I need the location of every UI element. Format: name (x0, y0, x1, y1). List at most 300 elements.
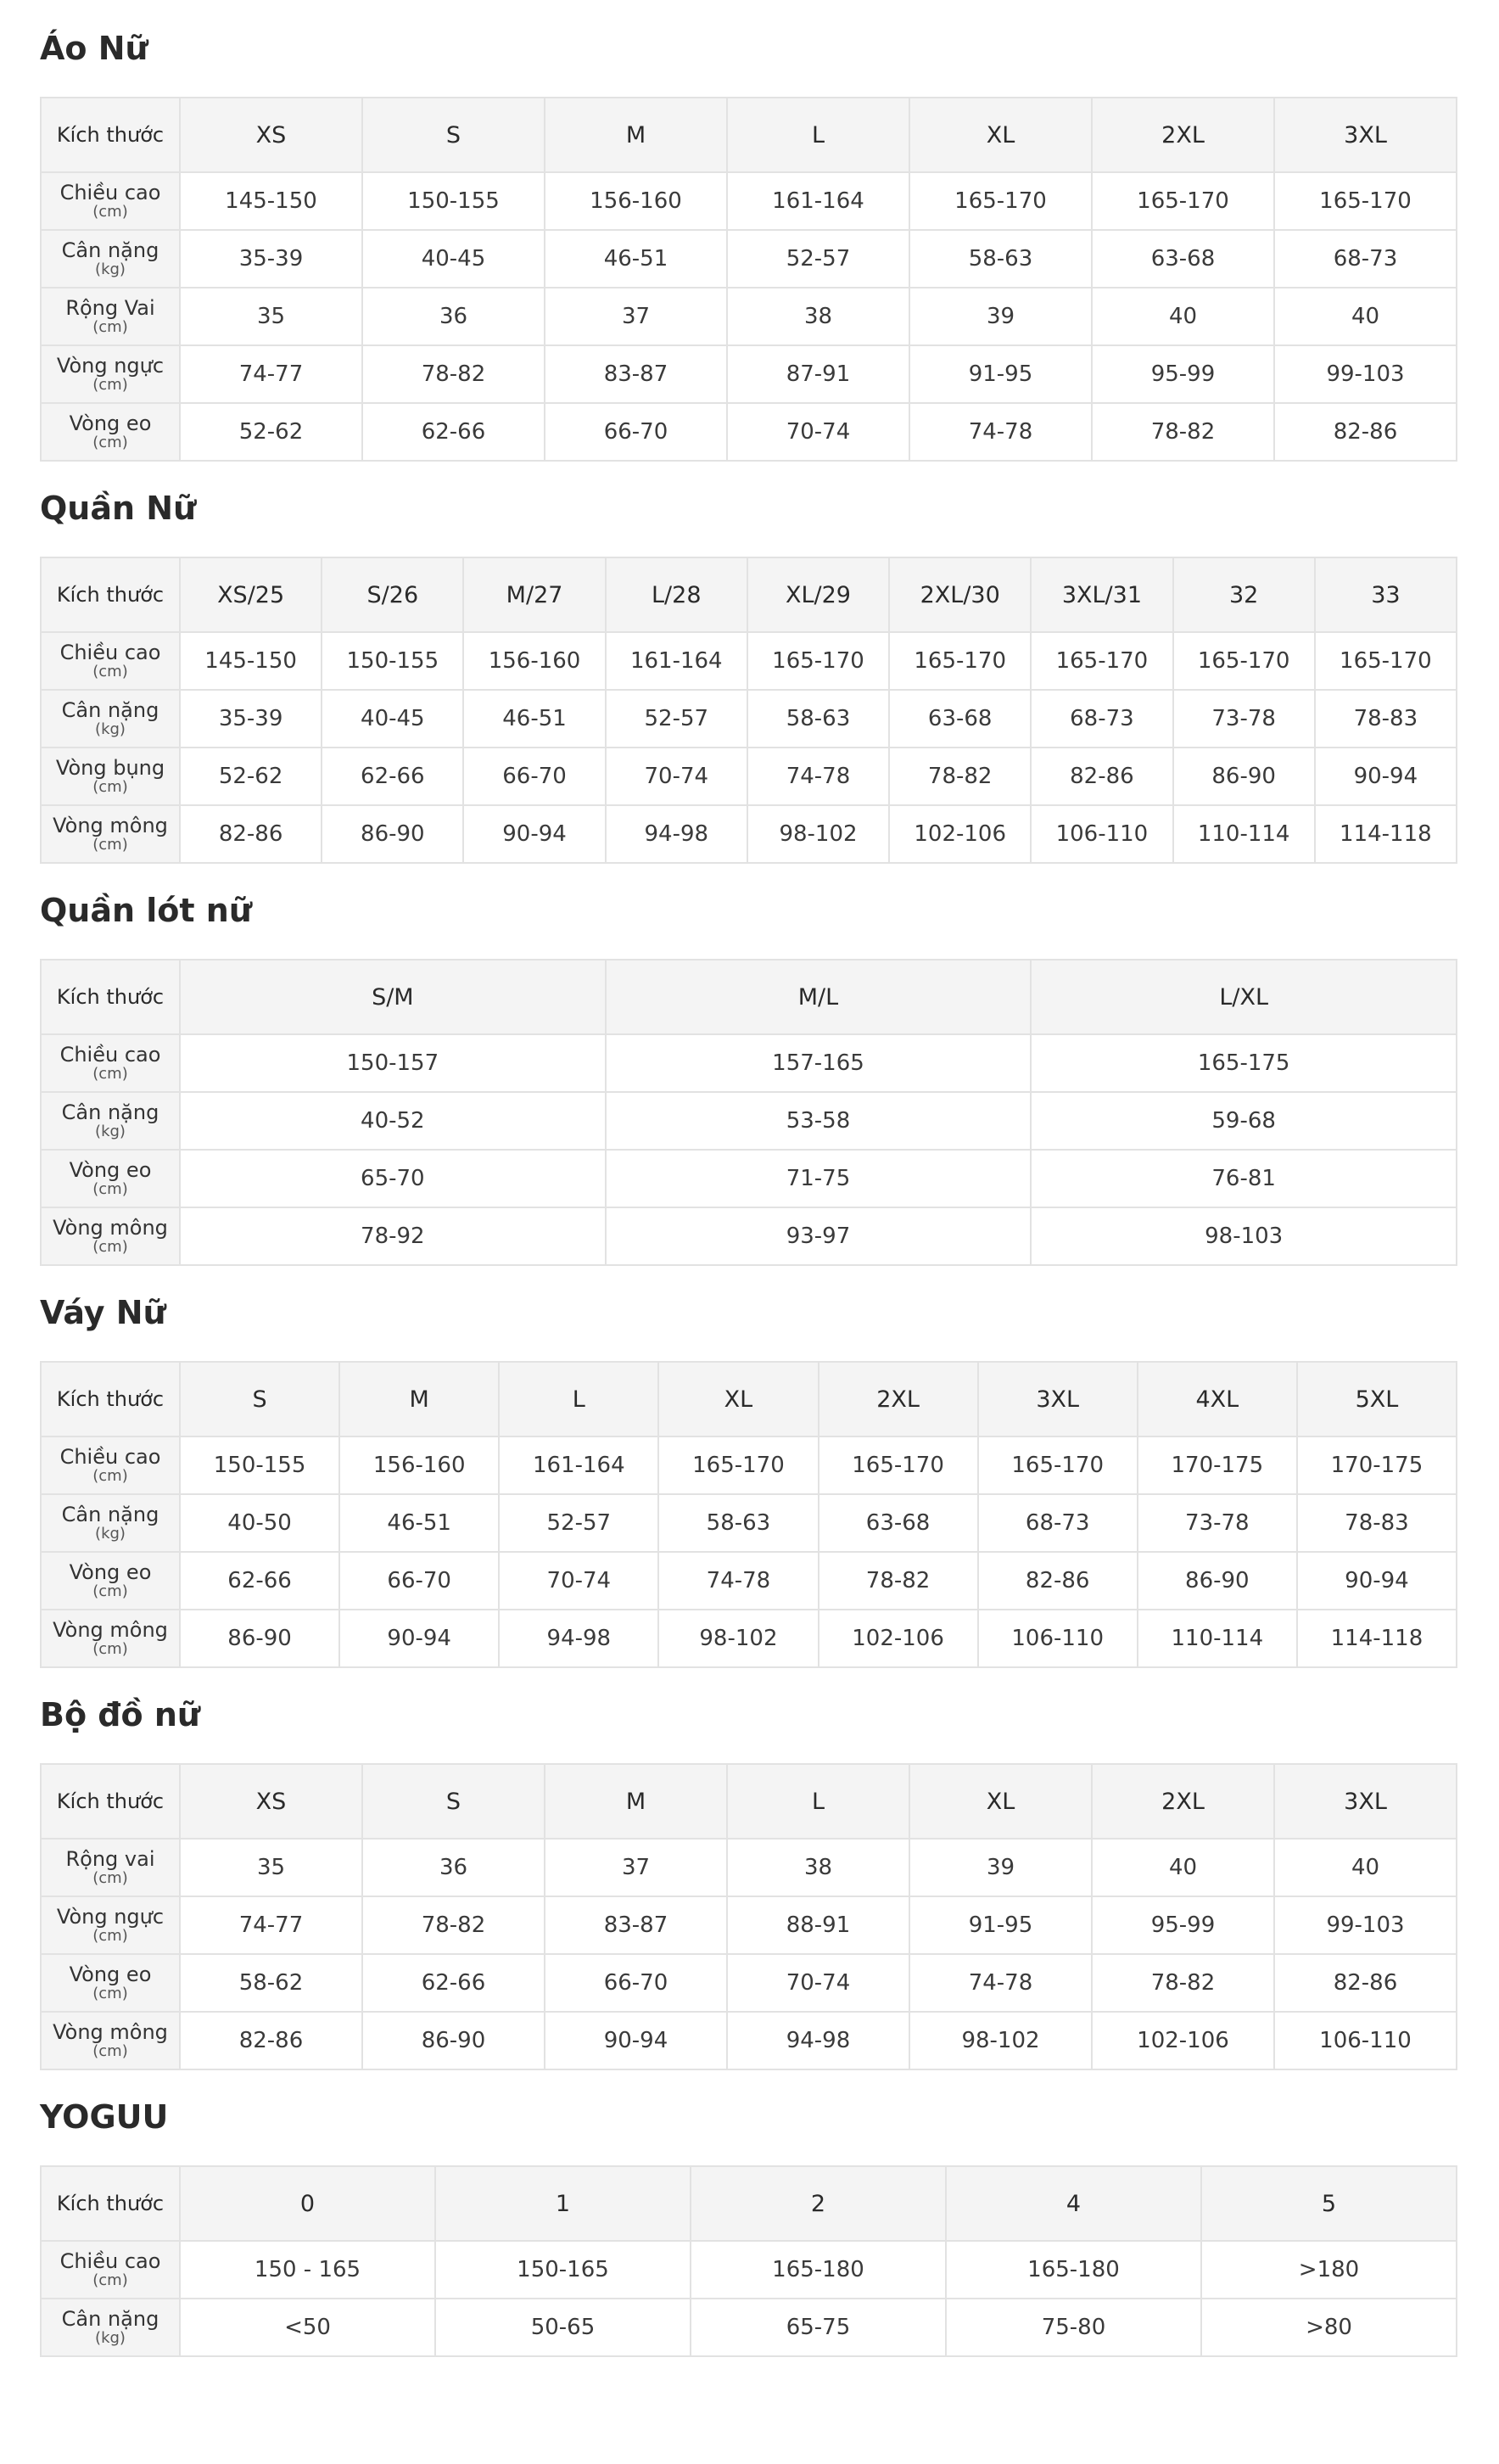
row-label (41, 1207, 180, 1265)
size-table-ao-nu (40, 97, 1457, 462)
table-cell: 86-90 (322, 805, 463, 863)
size-header: XS (180, 98, 362, 172)
row-label-unit: (kg) (95, 720, 126, 738)
table-cell: 35-39 (180, 230, 362, 288)
row-label-unit: (cm) (92, 836, 128, 854)
row-label (41, 403, 180, 461)
size-header: 4 (946, 2166, 1201, 2241)
table-cell: 40 (1274, 1839, 1457, 1896)
table-row (41, 1954, 1457, 2012)
size-header: XL (909, 98, 1092, 172)
table-cell: 50-65 (435, 2299, 691, 2356)
table-cell: 70-74 (727, 1954, 909, 2012)
row-label (41, 1436, 180, 1494)
row-label-unit: (cm) (92, 778, 128, 796)
table-cell: 165-170 (1092, 172, 1274, 230)
header-label: Kích thước (41, 557, 180, 632)
table-row (41, 1150, 1457, 1207)
section-title: Quần Nữ (40, 490, 197, 527)
table-cell: 165-170 (1173, 632, 1315, 690)
table-cell: 73-78 (1138, 1494, 1297, 1552)
section-yoguu (40, 2070, 1459, 2357)
row-label-text: Cân nặng (61, 238, 159, 262)
table-cell: 74-78 (909, 403, 1092, 461)
table-cell: 78-82 (362, 1896, 545, 1954)
header-label: Kích thước (41, 98, 180, 172)
row-label (41, 172, 180, 230)
table-row (41, 632, 1457, 690)
table-cell: 86-90 (1173, 748, 1315, 805)
row-label-unit: (cm) (92, 1640, 128, 1658)
table-header-row (41, 1764, 1457, 1839)
table-cell: 37 (545, 1839, 727, 1896)
size-table-bo-do-nu (40, 1763, 1457, 2070)
table-cell: 40-45 (322, 690, 463, 748)
table-cell: 91-95 (909, 345, 1092, 403)
table-cell: 91-95 (909, 1896, 1092, 1954)
row-label-unit: (cm) (92, 1927, 128, 1945)
size-header: 2XL (1092, 98, 1274, 172)
size-header: L (499, 1362, 658, 1436)
table-cell: 52-57 (727, 230, 909, 288)
table-cell: 170-175 (1297, 1436, 1457, 1494)
table-row (41, 1034, 1457, 1092)
table-cell: 150-155 (322, 632, 463, 690)
table-row (41, 1839, 1457, 1896)
table-cell: 74-78 (747, 748, 889, 805)
row-label (41, 805, 180, 863)
table-cell: 70-74 (499, 1552, 658, 1610)
table-cell: 165-175 (1031, 1034, 1457, 1092)
table-cell: 157-165 (606, 1034, 1032, 1092)
table-cell: 40 (1092, 288, 1274, 345)
section-title: Áo Nữ (40, 30, 148, 67)
row-label-unit: (cm) (92, 1180, 128, 1198)
size-header: L (727, 98, 909, 172)
size-header: 3XL (1274, 98, 1457, 172)
table-cell: 65-70 (180, 1150, 606, 1207)
table-cell: 170-175 (1138, 1436, 1297, 1494)
row-label (41, 230, 180, 288)
table-cell: 165-170 (658, 1436, 818, 1494)
table-row (41, 2012, 1457, 2069)
row-label-unit: (cm) (92, 2042, 128, 2060)
table-cell: 35-39 (180, 690, 322, 748)
table-cell: 78-82 (819, 1552, 978, 1610)
table-cell: 165-180 (946, 2241, 1201, 2299)
row-label-unit: (cm) (92, 1985, 128, 2002)
table-cell: 165-170 (819, 1436, 978, 1494)
table-cell: 63-68 (1092, 230, 1274, 288)
table-cell: 95-99 (1092, 1896, 1274, 1954)
table-row (41, 288, 1457, 345)
row-label (41, 1092, 180, 1150)
size-table-quan-nu (40, 557, 1457, 864)
table-cell: 37 (545, 288, 727, 345)
row-label (41, 1494, 180, 1552)
table-row (41, 1896, 1457, 1954)
row-label-text: Cân nặng (61, 2307, 159, 2331)
table-cell: 40 (1092, 1839, 1274, 1896)
table-cell: 62-66 (362, 1954, 545, 2012)
table-row (41, 345, 1457, 403)
table-header-row (41, 557, 1457, 632)
table-cell: 66-70 (545, 1954, 727, 2012)
size-header: S/M (180, 960, 606, 1034)
row-label-text: Vòng eo (69, 1963, 152, 1986)
table-cell: 161-164 (499, 1436, 658, 1494)
table-cell: 90-94 (545, 2012, 727, 2069)
section-title: Váy Nữ (40, 1294, 166, 1331)
table-cell: 82-86 (1274, 403, 1457, 461)
table-cell: 150-165 (435, 2241, 691, 2299)
table-cell: 150-157 (180, 1034, 606, 1092)
table-row (41, 690, 1457, 748)
size-header: L/XL (1031, 960, 1457, 1034)
table-cell: 53-58 (606, 1092, 1032, 1150)
table-row (41, 1436, 1457, 1494)
table-cell: 75-80 (946, 2299, 1201, 2356)
table-row (41, 230, 1457, 288)
table-cell: 90-94 (339, 1610, 499, 1667)
table-cell: 62-66 (180, 1552, 339, 1610)
table-cell: 38 (727, 1839, 909, 1896)
size-header: 1 (435, 2166, 691, 2241)
table-row (41, 1207, 1457, 1265)
table-cell: 40-45 (362, 230, 545, 288)
row-label-text: Vòng mông (53, 814, 168, 837)
table-cell: 114-118 (1297, 1610, 1457, 1667)
table-cell: 35 (180, 1839, 362, 1896)
row-label-text: Vòng ngực (56, 354, 165, 378)
table-header-row (41, 960, 1457, 1034)
table-cell: 78-82 (362, 345, 545, 403)
table-cell: 40-52 (180, 1092, 606, 1150)
table-cell: 38 (727, 288, 909, 345)
table-cell: 102-106 (889, 805, 1031, 863)
table-cell: 90-94 (1297, 1552, 1457, 1610)
size-header: XL/29 (747, 557, 889, 632)
header-label: Kích thước (41, 1362, 180, 1436)
size-header: 3XL/31 (1031, 557, 1172, 632)
table-cell: 74-78 (658, 1552, 818, 1610)
size-header: 2XL/30 (889, 557, 1031, 632)
table-cell: 95-99 (1092, 345, 1274, 403)
table-cell: 99-103 (1274, 345, 1457, 403)
table-cell: 98-103 (1031, 1207, 1457, 1265)
row-label-text: Vòng eo (69, 412, 152, 435)
table-row (41, 748, 1457, 805)
table-cell: 110-114 (1138, 1610, 1297, 1667)
section-title: Quần lót nữ (40, 892, 252, 929)
table-cell: 82-86 (978, 1552, 1138, 1610)
row-label-unit: (cm) (92, 1869, 128, 1887)
row-label-text: Cân nặng (61, 698, 159, 722)
table-cell: 102-106 (819, 1610, 978, 1667)
row-label-unit: (cm) (92, 318, 128, 336)
table-cell: <50 (180, 2299, 435, 2356)
size-header: S/26 (322, 557, 463, 632)
row-label-unit: (kg) (95, 1123, 126, 1140)
size-table-quan-lot-nu (40, 959, 1457, 1266)
table-cell: 165-170 (747, 632, 889, 690)
section-bo-do-nu (40, 1668, 1459, 2070)
table-cell: 165-170 (1315, 632, 1457, 690)
size-header: XS (180, 1764, 362, 1839)
size-header: 2 (691, 2166, 946, 2241)
table-cell: 40 (1274, 288, 1457, 345)
size-header: M/L (606, 960, 1032, 1034)
table-cell: 46-51 (545, 230, 727, 288)
table-cell: 94-98 (606, 805, 747, 863)
table-cell: 71-75 (606, 1150, 1032, 1207)
row-label (41, 1552, 180, 1610)
table-cell: 39 (909, 1839, 1092, 1896)
row-label (41, 1954, 180, 2012)
table-cell: 46-51 (463, 690, 605, 748)
row-label-unit: (cm) (92, 1238, 128, 1256)
table-cell: 145-150 (180, 632, 322, 690)
table-cell: 82-86 (1274, 1954, 1457, 2012)
table-row (41, 1092, 1457, 1150)
table-cell: 82-86 (1031, 748, 1172, 805)
table-cell: 59-68 (1031, 1092, 1457, 1150)
table-cell: 106-110 (978, 1610, 1138, 1667)
row-label (41, 1896, 180, 1954)
row-label-text: Vòng mông (53, 1216, 168, 1240)
table-cell: 70-74 (606, 748, 747, 805)
size-header: 4XL (1138, 1362, 1297, 1436)
table-row (41, 2299, 1457, 2356)
size-header: S (362, 98, 545, 172)
row-label (41, 288, 180, 345)
row-label (41, 345, 180, 403)
row-label-text: Chiều cao (59, 641, 161, 664)
size-header: L/28 (606, 557, 747, 632)
size-header: 5 (1201, 2166, 1457, 2241)
table-cell: 39 (909, 288, 1092, 345)
row-label-text: Vòng bụng (55, 756, 165, 780)
size-header: S (180, 1362, 339, 1436)
size-header: XL (909, 1764, 1092, 1839)
table-cell: 150-155 (180, 1436, 339, 1494)
table-cell: 86-90 (1138, 1552, 1297, 1610)
table-cell: 156-160 (463, 632, 605, 690)
table-cell: 52-62 (180, 403, 362, 461)
table-cell: 52-57 (606, 690, 747, 748)
row-label-text: Vòng mông (53, 1618, 168, 1642)
row-label-text: Rộng Vai (65, 296, 155, 320)
table-cell: 82-86 (180, 805, 322, 863)
section-quan-lot-nu (40, 864, 1459, 1266)
row-label-text: Vòng mông (53, 2020, 168, 2044)
size-header: 3XL (978, 1362, 1138, 1436)
table-header-row (41, 1362, 1457, 1436)
table-cell: 106-110 (1031, 805, 1172, 863)
table-cell: 165-170 (978, 1436, 1138, 1494)
table-cell: 68-73 (1031, 690, 1172, 748)
table-cell: 165-170 (1274, 172, 1457, 230)
row-label-unit: (cm) (92, 2271, 128, 2289)
table-cell: 58-63 (747, 690, 889, 748)
row-label-unit: (kg) (95, 260, 126, 278)
table-cell: 78-92 (180, 1207, 606, 1265)
table-cell: 73-78 (1173, 690, 1315, 748)
table-cell: 98-102 (747, 805, 889, 863)
row-label (41, 2299, 180, 2356)
table-cell: 161-164 (606, 632, 747, 690)
row-label (41, 2012, 180, 2069)
table-cell: 78-82 (889, 748, 1031, 805)
table-cell: 98-102 (658, 1610, 818, 1667)
size-table-vay-nu (40, 1361, 1457, 1668)
table-row (41, 805, 1457, 863)
table-cell: 90-94 (463, 805, 605, 863)
size-header: M (339, 1362, 499, 1436)
table-cell: 86-90 (180, 1610, 339, 1667)
table-cell: 88-91 (727, 1896, 909, 1954)
row-label-unit: (cm) (92, 203, 128, 221)
size-header: XL (658, 1362, 818, 1436)
table-cell: 63-68 (819, 1494, 978, 1552)
table-cell: 93-97 (606, 1207, 1032, 1265)
size-header: 32 (1173, 557, 1315, 632)
row-label (41, 690, 180, 748)
table-cell: 83-87 (545, 345, 727, 403)
table-cell: 90-94 (1315, 748, 1457, 805)
table-cell: >180 (1201, 2241, 1457, 2299)
table-cell: 99-103 (1274, 1896, 1457, 1954)
table-cell: 78-82 (1092, 403, 1274, 461)
table-cell: 66-70 (545, 403, 727, 461)
table-cell: 63-68 (889, 690, 1031, 748)
size-header: 5XL (1297, 1362, 1457, 1436)
size-header: 2XL (819, 1362, 978, 1436)
row-label (41, 1150, 180, 1207)
row-label (41, 1839, 180, 1896)
row-label-unit: (cm) (92, 1582, 128, 1600)
table-row (41, 403, 1457, 461)
row-label (41, 748, 180, 805)
row-label-text: Vòng eo (69, 1560, 152, 1584)
size-header: 3XL (1274, 1764, 1457, 1839)
row-label-text: Chiều cao (59, 1445, 161, 1469)
table-cell: 94-98 (499, 1610, 658, 1667)
table-header-row (41, 98, 1457, 172)
size-table-yoguu (40, 2165, 1457, 2357)
row-label-unit: (kg) (95, 1525, 126, 1543)
row-label (41, 632, 180, 690)
table-cell: 35 (180, 288, 362, 345)
header-label: Kích thước (41, 1764, 180, 1839)
size-header: L (727, 1764, 909, 1839)
size-header: 2XL (1092, 1764, 1274, 1839)
row-label (41, 2241, 180, 2299)
table-cell: 78-83 (1297, 1494, 1457, 1552)
size-header: S (362, 1764, 545, 1839)
table-cell: 83-87 (545, 1896, 727, 1954)
table-cell: 62-66 (322, 748, 463, 805)
table-cell: 98-102 (909, 2012, 1092, 2069)
table-cell: 78-82 (1092, 1954, 1274, 2012)
table-cell: 87-91 (727, 345, 909, 403)
row-label (41, 1610, 180, 1667)
table-cell: 102-106 (1092, 2012, 1274, 2069)
table-cell: 52-62 (180, 748, 322, 805)
header-label: Kích thước (41, 960, 180, 1034)
table-cell: 106-110 (1274, 2012, 1457, 2069)
table-cell: 110-114 (1173, 805, 1315, 863)
table-cell: 58-62 (180, 1954, 362, 2012)
table-row (41, 2241, 1457, 2299)
table-cell: 66-70 (339, 1552, 499, 1610)
table-cell: 52-57 (499, 1494, 658, 1552)
table-cell: 165-170 (889, 632, 1031, 690)
table-cell: 74-78 (909, 1954, 1092, 2012)
table-cell: 78-83 (1315, 690, 1457, 748)
table-cell: 145-150 (180, 172, 362, 230)
table-cell: 58-63 (658, 1494, 818, 1552)
row-label-text: Rộng vai (65, 1847, 155, 1871)
size-header: M/27 (463, 557, 605, 632)
row-label-unit: (cm) (92, 434, 128, 451)
table-row (41, 172, 1457, 230)
table-cell: 165-170 (1031, 632, 1172, 690)
section-quan-nu (40, 462, 1459, 864)
table-header-row (41, 2166, 1457, 2241)
row-label-text: Chiều cao (59, 181, 161, 204)
section-ao-nu (40, 0, 1459, 462)
table-cell: 58-63 (909, 230, 1092, 288)
table-cell: 86-90 (362, 2012, 545, 2069)
table-cell: 68-73 (1274, 230, 1457, 288)
table-cell: 74-77 (180, 1896, 362, 1954)
table-cell: 46-51 (339, 1494, 499, 1552)
row-label-unit: (cm) (92, 1467, 128, 1485)
table-cell: 36 (362, 1839, 545, 1896)
section-title: YOGUU (40, 2098, 169, 2136)
table-cell: 150-155 (362, 172, 545, 230)
table-row (41, 1610, 1457, 1667)
row-label-unit: (cm) (92, 1065, 128, 1083)
row-label-text: Cân nặng (61, 1503, 159, 1526)
size-header: 0 (180, 2166, 435, 2241)
row-label-text: Vòng ngực (56, 1905, 165, 1929)
table-row (41, 1494, 1457, 1552)
table-cell: 150 - 165 (180, 2241, 435, 2299)
table-cell: 114-118 (1315, 805, 1457, 863)
row-label-text: Chiều cao (59, 2249, 161, 2273)
table-cell: 36 (362, 288, 545, 345)
row-label-text: Vòng eo (69, 1158, 152, 1182)
table-cell: 161-164 (727, 172, 909, 230)
size-header: XS/25 (180, 557, 322, 632)
table-cell: 76-81 (1031, 1150, 1457, 1207)
table-cell: 68-73 (978, 1494, 1138, 1552)
row-label-unit: (cm) (92, 376, 128, 394)
table-cell: 156-160 (545, 172, 727, 230)
table-cell: 66-70 (463, 748, 605, 805)
table-row (41, 1552, 1457, 1610)
table-cell: 82-86 (180, 2012, 362, 2069)
section-title: Bộ đồ nữ (40, 1696, 200, 1733)
row-label (41, 1034, 180, 1092)
table-cell: 74-77 (180, 345, 362, 403)
table-cell: 40-50 (180, 1494, 339, 1552)
row-label-unit: (cm) (92, 663, 128, 680)
size-header: M (545, 1764, 727, 1839)
table-cell: 156-160 (339, 1436, 499, 1494)
